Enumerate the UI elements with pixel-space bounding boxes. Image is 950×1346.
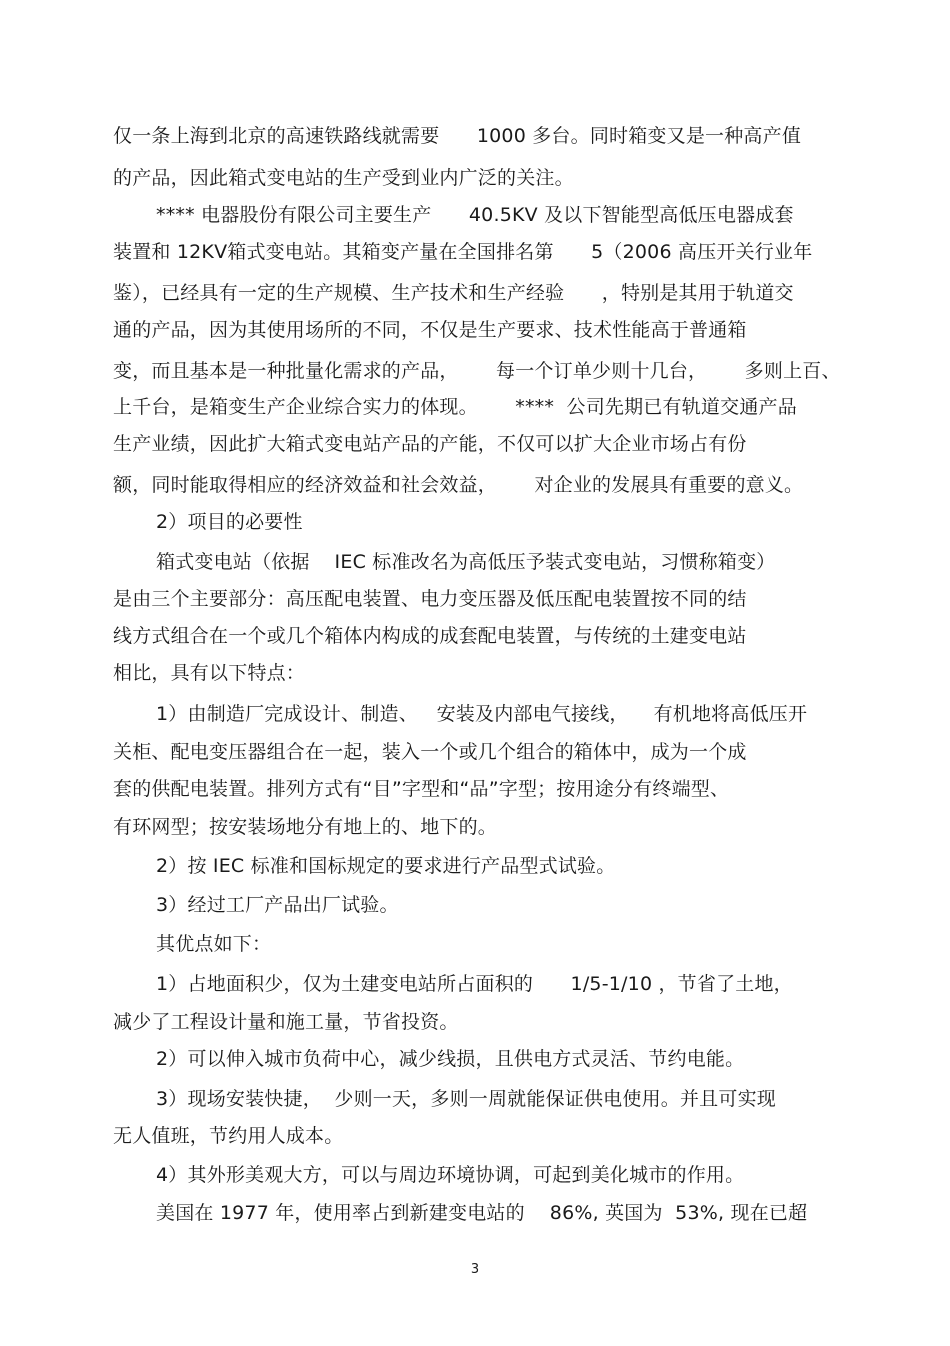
text-line: 3）经过工厂产品出厂试验。: [156, 894, 399, 916]
text-line: 仅一条上海到北京的高速铁路线就需要 1000 多台。同时箱变又是一种高产值: [113, 125, 802, 147]
text-line: 线方式组合在一个或几个箱体内构成的成套配电装置，与传统的土建变电站: [113, 625, 747, 647]
text-line: 有环网型；按安装场地分有地上的、地下的。: [113, 816, 498, 838]
text-line: 变，而且基本是一种批量化需求的产品， 每一个订单少则十几台， 多则上百、: [113, 360, 841, 382]
page-number: 3: [470, 1262, 480, 1277]
text-line: 2）按 IEC 标准和国标规定的要求进行产品型式试验。: [156, 855, 616, 877]
text-line: 1）占地面积少，仅为土建变电站所占面积的 1/5-1/10 ，节省了土地，: [156, 973, 793, 995]
text-line: 鉴），已经具有一定的生产规模、生产技术和生产经验 ，特别是其用于轨道交: [113, 282, 794, 304]
text-line: 2）可以伸入城市负荷中心，减少线损，且供电方式灵活、节约电能。: [156, 1048, 745, 1070]
text-line: 额，同时能取得相应的经济效益和社会效益， 对企业的发展具有重要的意义。: [113, 474, 804, 496]
text-line: 生产业绩，因此扩大箱式变电站产品的产能，不仅可以扩大企业市场占有份: [113, 433, 747, 455]
text-line: 美国在 1977 年，使用率占到新建变电站的 86%, 英国为 53%, 现在已超: [156, 1202, 808, 1224]
text-line: 套的供配电装置。排列方式有“目”字型和“品”字型；按用途分有终端型、: [113, 778, 730, 800]
text-line: 其优点如下：: [156, 933, 272, 955]
text-line: 通的产品，因为其使用场所的不同，不仅是生产要求、技术性能高于普通箱: [113, 319, 747, 341]
text-line: 无人值班，节约用人成本。: [113, 1125, 344, 1147]
text-line: 装置和 12KV箱式变电站。其箱变产量在全国排名第 5（2006 高压开关行业年: [113, 241, 813, 263]
text-line: 上千台，是箱变生产企业综合实力的体现。 **** 公司先期已有轨道交通产品: [113, 396, 797, 418]
text-line: 相比，具有以下特点：: [113, 662, 306, 684]
text-line: 箱式变电站（依据 IEC 标准改名为高低压予装式变电站，习惯称箱变）: [156, 551, 776, 573]
text-line: 1）由制造厂完成设计、制造、 安装及内部电气接线， 有机地将高低压开: [156, 703, 808, 725]
text-line: 是由三个主要部分：高压配电装置、电力变压器及低压配电装置按不同的结: [113, 588, 747, 610]
text-line: 的产品，因此箱式变电站的生产受到业内广泛的关注。: [113, 167, 574, 189]
section-heading: 2）项目的必要性: [156, 511, 303, 533]
text-line: 关柜、配电变压器组合在一起，装入一个或几个组合的箱体中，成为一个成: [113, 741, 747, 763]
text-line: **** 电器股份有限公司主要生产 40.5KV 及以下智能型高低压电器成套: [156, 204, 794, 226]
text-line: 4）其外形美观大方，可以与周边环境协调，可起到美化城市的作用。: [156, 1164, 745, 1186]
text-line: 3）现场安装快捷， 少则一天，多则一周就能保证供电使用。并且可实现: [156, 1088, 776, 1110]
text-line: 减少了工程设计量和施工量，节省投资。: [113, 1011, 459, 1033]
